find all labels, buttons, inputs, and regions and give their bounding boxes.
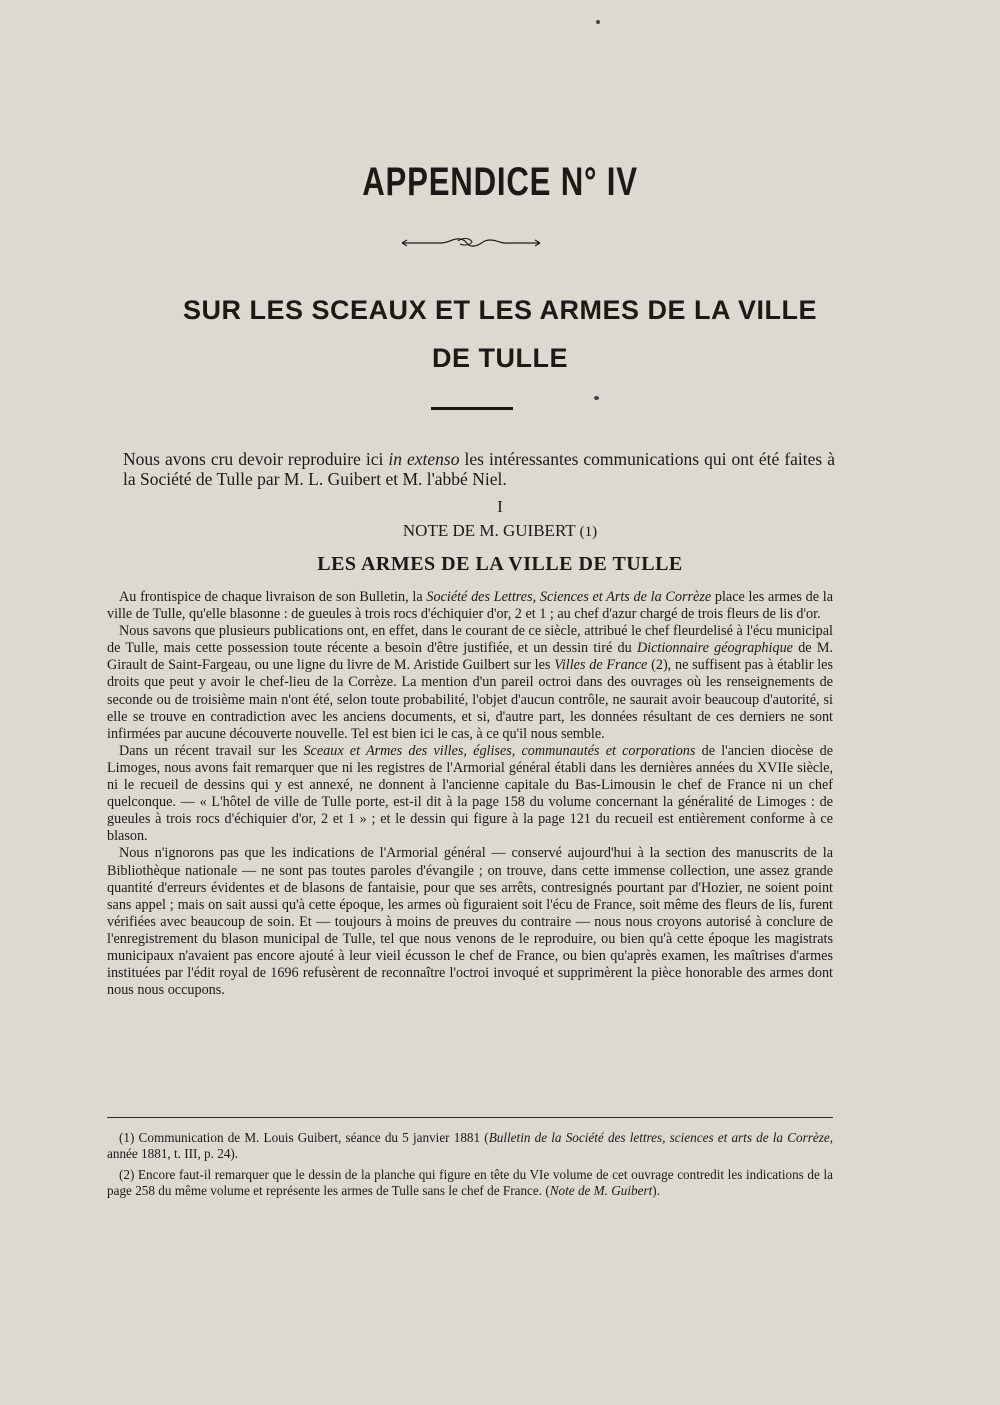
intro-text-1: Nous avons cru devoir reproduire ici	[123, 449, 389, 469]
footnote-rule	[107, 1117, 833, 1118]
text-run: de M. Girault de Saint-Fargeau, ou une ligne du livre de M. Aristide Guilbert sur les	[107, 640, 833, 674]
text-run: Nous n'ignorons pas que les indications de l'Armorial général — conservé aujourd'hui à la section des manuscrits de la Bibliothèque nationale — ne sont pas toutes paroles d'évangile ; on trouve, dans cette immense collection, une assez grande quantité d'erreurs évidentes et de blasons de fantaisie, pour que ses arrêts, contresignés pourtant par d'Hozier, ne soient point sans appel ; mais on sait aussi qu'à cette époque, les armes où figuraient soit l'écu de France, soit même des fleurs de lis, furent vérifiées avec beaucoup de soin. Et — toujours à moins de preuves du contraire — nous nous croyons autorisé à conclure de l'enregistrement du blason municipal de Tulle, tel que nous venons de le reproduire, ou bien qu'à cette époque les magistrats municipaux n'avaient pas encore ajouté à leur vieil écusson le chef de France, ou bien qu'après examen, les maîtrises d'armes instituées par l'édit royal de 1696 refusèrent de reconnaître l'octroi invoqué et supprimèrent la pièce honorable des armes dont nous nous occupons.	[107, 845, 833, 999]
body-text	[107, 589, 833, 999]
body-paragraph-4	[107, 845, 833, 999]
italic-run: Sceaux et Armes des villes, églises, communautés et corporations	[303, 742, 696, 759]
body-paragraph-3	[107, 743, 833, 846]
text-run: Nous savons que plusieurs publications ont, en effet, dans le courant de ce siècle, attribué le chef fleurdelisé à l'écu municipal de Tulle, mais cette possession toute récente a besoin d'être justifiée, et un dessin tiré du	[107, 623, 833, 657]
subtitle-line-2: DE TULLE	[432, 343, 568, 373]
body-paragraph-2	[107, 623, 833, 743]
text-run: place les armes de la ville de Tulle, qu'elle blasonne : de gueules à trois rocs d'échiquier d'or, 2 et 1 ; au chef d'azur chargé de trois fleurs de lis d'or.	[107, 589, 833, 623]
appendix-subtitle	[80, 286, 920, 382]
section-heading: LES ARMES DE LA VILLE DE TULLE	[317, 553, 683, 575]
section-number: I	[497, 497, 503, 516]
italic-run: Société des Lettres, Sciences et Arts de la Corrèze	[426, 589, 712, 605]
intro-italic: in extenso	[388, 449, 460, 469]
ink-speck	[596, 20, 600, 24]
note-ref: (1)	[579, 524, 598, 540]
subtitle-line-1: SUR LES SCEAUX ET LES ARMES DE LA VILLE	[182, 295, 818, 325]
footnote-1	[107, 1130, 833, 1161]
note-title-text: NOTE DE M. GUIBERT	[402, 521, 576, 540]
text-run: ).	[652, 1182, 660, 1198]
appendix-title: APPENDICE N° IV	[362, 160, 638, 204]
text-run: Au frontispice de chaque livraison de son Bulletin, la	[119, 589, 427, 605]
intro-text-2: les intéressantes communications qui ont été faites à la Société de Tulle par M. L. Guibert et M. l'abbé Niel.	[123, 449, 836, 489]
italic-run: Bulletin de la Société des lettres, sciences et arts de la Corrèze	[488, 1130, 830, 1145]
ink-speck	[594, 396, 599, 400]
text-run: , année 1881, t. III, p. 24).	[107, 1130, 833, 1161]
italic-run: Note de M. Guibert	[549, 1182, 653, 1198]
title-rule	[431, 407, 513, 410]
footnotes	[107, 1130, 833, 1204]
body-paragraph-1	[107, 589, 833, 623]
text-run: (2) Encore faut-il remarquer que le dessin de la planche qui figure en tête du VIe volume de cet ouvrage contredit les indications de la page 258 du même volume et représente les armes de Tulle sans le chef de France. (	[107, 1167, 833, 1198]
section-note-title	[0, 521, 1000, 541]
footnote-2	[107, 1167, 833, 1198]
italic-run: Villes de France	[554, 657, 648, 674]
text-run: (1) Communication de M. Louis Guibert, séance du 5 janvier 1881 (	[119, 1130, 489, 1145]
italic-run: Dictionnaire géographique	[636, 640, 793, 657]
text-run: de l'ancien diocèse de Limoges, nous avons fait remarquer que ni les registres de l'Armorial général établi dans les dernières années du XVIIe siècle, ni le recueil de dessins qui y est annexé, ne donnent à l'ancienne capitale du Bas-Limousin le chef de France ni un chef quelconque. — « L'hôtel de ville de Tulle porte, est-il dit à la page 158 du volume concernant la généralité de Limoges : de gueules à trois rocs d'échiquier d'or, 2 et 1 » ; et le dessin qui figure à la page 121 du recueil est entièrement conforme à ce blason.	[107, 742, 834, 845]
text-run: Dans un récent travail sur les	[119, 742, 304, 759]
intro-paragraph	[123, 449, 835, 489]
text-run: (2), ne suffisent pas à établir les droits que peut y avoir le chef-lieu de la Corrèze. La mention d'un pareil octroi dans des ouvrages où les renseignements de seconde ou de troisième main n'ont été, selon toute probabilité, l'objet d'aucun contrôle, ne saurait avoir beaucoup d'autorité, si elle se trouve en contradiction avec les anciens documents, et si, d'autre part, les données résultant de ces derniers ne sont infirmées par aucune découverte nouvelle. Tel est bien ici le cas, à ce qu'il nous semble.	[107, 657, 833, 742]
ornament-divider-icon	[400, 236, 542, 250]
